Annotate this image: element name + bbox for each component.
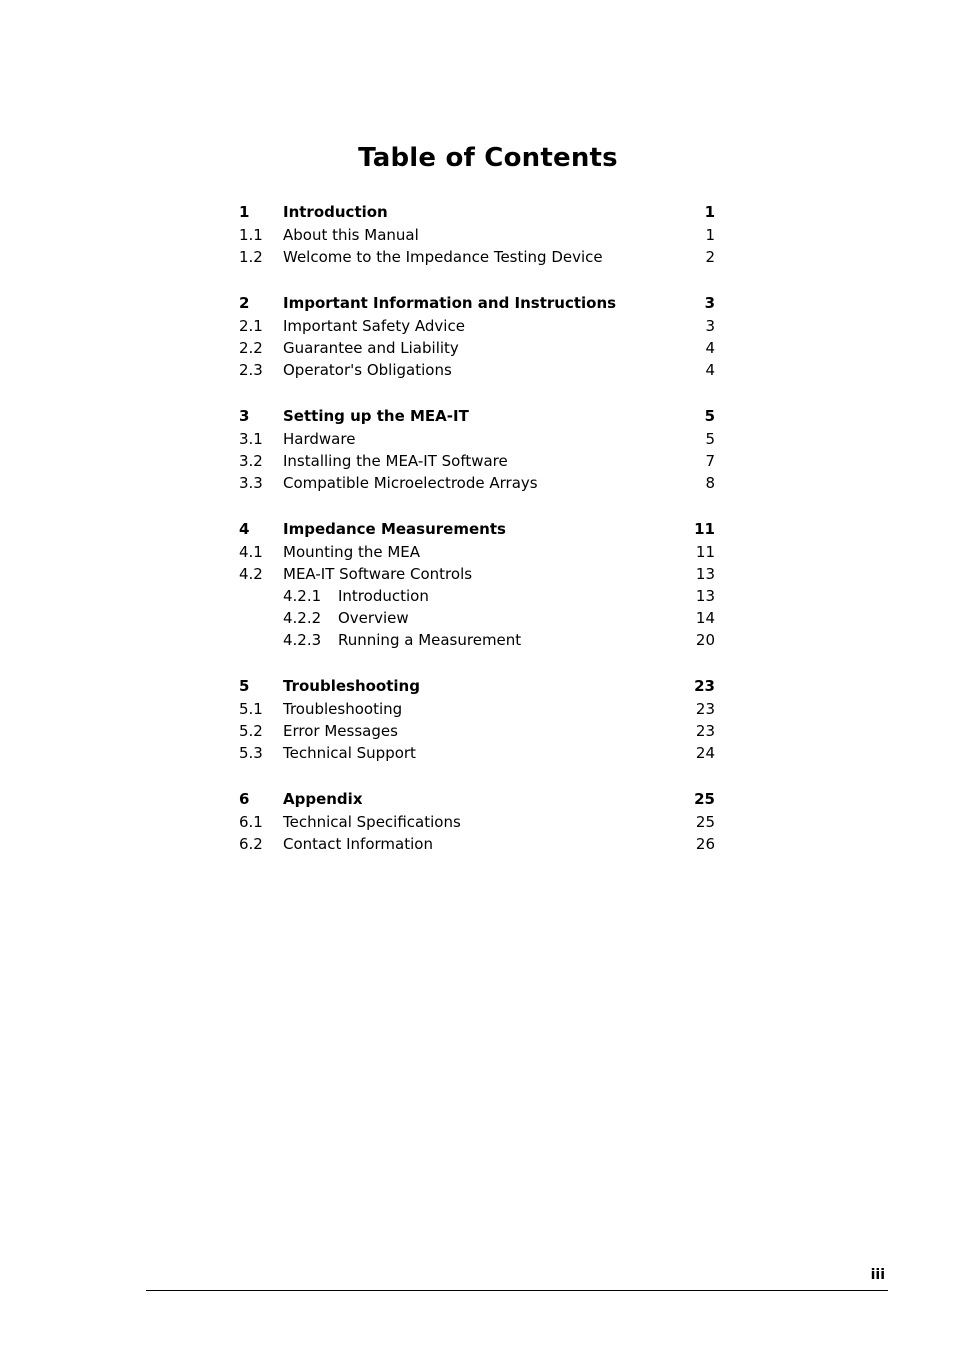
toc-entry-row[interactable]: [239, 607, 715, 629]
toc-entry-row[interactable]: [239, 246, 715, 268]
toc-title: Technical Support: [283, 744, 416, 762]
toc-title: Important Safety Advice: [283, 317, 465, 335]
toc-title: Running a Measurement: [338, 631, 522, 649]
toc-title: Guarantee and Liability: [283, 339, 459, 357]
toc-title: Setting up the MEA-IT: [283, 407, 469, 425]
toc-page-number: 11: [694, 520, 715, 538]
toc-page-number: 7: [705, 452, 715, 470]
toc-page-number: 23: [695, 700, 715, 718]
toc-number: 6: [239, 790, 250, 808]
toc-page-number: 14: [695, 609, 715, 627]
toc-page-number: 3: [705, 317, 715, 335]
toc-chapter-row[interactable]: [239, 787, 715, 811]
toc-entry-row[interactable]: [239, 472, 715, 494]
toc-section: [239, 517, 715, 651]
footer-divider: [146, 1290, 888, 1291]
toc-title: Troubleshooting: [283, 700, 403, 718]
toc-title: Hardware: [283, 430, 356, 448]
page-title: Table of Contents: [358, 143, 618, 173]
toc-number: 3.1: [239, 430, 263, 448]
toc-page-number: 5: [705, 430, 715, 448]
toc-number: 4.2: [239, 565, 263, 583]
toc-number: 4.1: [239, 543, 263, 561]
toc-page-number: 24: [695, 744, 715, 762]
toc-section: [239, 787, 715, 855]
toc-entry-row[interactable]: [239, 698, 715, 720]
toc-section: [239, 674, 715, 764]
toc-page-number: 4: [705, 361, 715, 379]
toc-entry-row[interactable]: [239, 811, 715, 833]
toc-chapter-row[interactable]: [239, 404, 715, 428]
toc-page-number: 25: [694, 790, 715, 808]
toc-number: 6.2: [239, 835, 263, 853]
toc-title: Important Information and Instructions: [283, 294, 617, 312]
toc-number: 2.3: [239, 361, 263, 379]
toc-page-number: 13: [695, 587, 715, 605]
toc-page-number: 23: [695, 722, 715, 740]
toc-entry-row[interactable]: [239, 563, 715, 585]
toc-section: [239, 404, 715, 494]
toc-title: Technical Specifications: [283, 813, 461, 831]
toc-chapter-row[interactable]: [239, 517, 715, 541]
toc-entry-row[interactable]: [239, 428, 715, 450]
toc-title: Introduction: [283, 203, 388, 221]
toc-entry-row[interactable]: [239, 629, 715, 651]
toc-page-number: 13: [695, 565, 715, 583]
toc-title: Contact Information: [283, 835, 433, 853]
toc-entry-row[interactable]: [239, 833, 715, 855]
toc-number: 3: [239, 407, 250, 425]
table-of-contents: [239, 200, 715, 878]
toc-title: MEA-IT Software Controls: [283, 565, 473, 583]
toc-section: [239, 200, 715, 268]
toc-number: 1.1: [239, 226, 263, 244]
toc-page-number: 4: [705, 339, 715, 357]
toc-title: Compatible Microelectrode Arrays: [283, 474, 538, 492]
toc-section: [239, 291, 715, 381]
toc-page-number: 20: [695, 631, 715, 649]
toc-number: 5.3: [239, 744, 263, 762]
toc-title: Appendix: [283, 790, 363, 808]
toc-entry-row[interactable]: [239, 541, 715, 563]
toc-entry-row[interactable]: [239, 359, 715, 381]
toc-number: 1: [239, 203, 250, 221]
toc-number: 4.2.2: [283, 609, 322, 627]
toc-entry-row[interactable]: [239, 337, 715, 359]
toc-page-number: 2: [705, 248, 715, 266]
toc-number: 1.2: [239, 248, 263, 266]
toc-number: 2.2: [239, 339, 263, 357]
toc-title: Operator's Obligations: [283, 361, 452, 379]
toc-entry-row[interactable]: [239, 315, 715, 337]
toc-number: 6.1: [239, 813, 263, 831]
toc-title: Introduction: [338, 587, 429, 605]
toc-page-number: 1: [705, 226, 715, 244]
toc-chapter-row[interactable]: [239, 200, 715, 224]
toc-number: 4: [239, 520, 250, 538]
toc-page-number: 23: [694, 677, 715, 695]
toc-title: About this Manual: [283, 226, 419, 244]
toc-title: Mounting the MEA: [283, 543, 421, 561]
toc-entry-row[interactable]: [239, 742, 715, 764]
toc-number: 5.1: [239, 700, 263, 718]
toc-number: 3.3: [239, 474, 263, 492]
toc-title: Impedance Measurements: [283, 520, 506, 538]
toc-entry-row[interactable]: [239, 224, 715, 246]
toc-page-number: 25: [695, 813, 715, 831]
toc-page-number: 3: [704, 294, 715, 312]
toc-title: Error Messages: [283, 722, 398, 740]
toc-entry-row[interactable]: [239, 585, 715, 607]
toc-title: Installing the MEA-IT Software: [283, 452, 508, 470]
toc-page-number: 8: [705, 474, 715, 492]
toc-page-number: 11: [695, 543, 715, 561]
toc-chapter-row[interactable]: [239, 674, 715, 698]
toc-page-number: 1: [704, 203, 715, 221]
toc-title: Welcome to the Impedance Testing Device: [283, 248, 603, 266]
toc-page-number: 5: [704, 407, 715, 425]
toc-number: 5: [239, 677, 250, 695]
toc-entry-row[interactable]: [239, 720, 715, 742]
toc-title: Overview: [338, 609, 409, 627]
toc-page-number: 26: [695, 835, 715, 853]
toc-entry-row[interactable]: [239, 450, 715, 472]
footer-page-number: iii: [870, 1267, 885, 1283]
toc-number: 4.2.1: [283, 587, 322, 605]
toc-number: 2: [239, 294, 250, 312]
toc-number: 4.2.3: [283, 631, 322, 649]
toc-number: 2.1: [239, 317, 263, 335]
toc-number: 3.2: [239, 452, 263, 470]
toc-chapter-row[interactable]: [239, 291, 715, 315]
toc-title: Troubleshooting: [283, 677, 420, 695]
toc-number: 5.2: [239, 722, 263, 740]
